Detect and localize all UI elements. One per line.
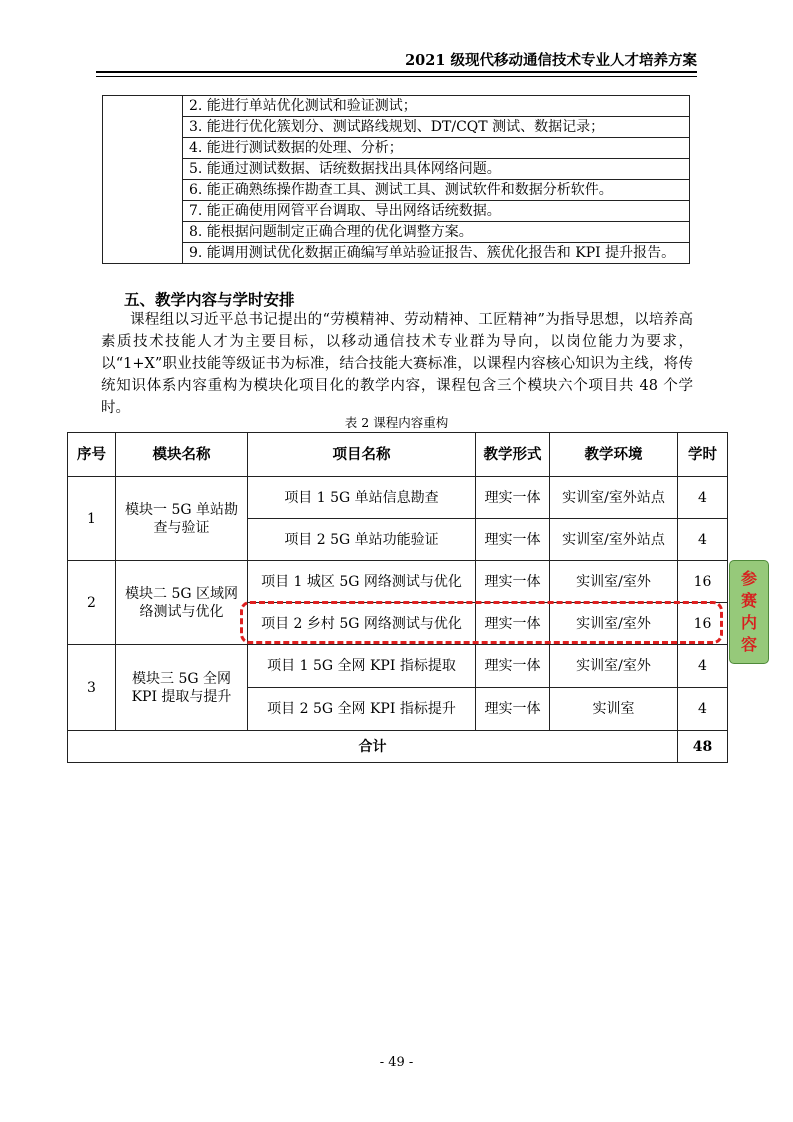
project-name: 项目 2 5G 全网 KPI 指标提升	[248, 688, 476, 731]
teaching-form: 理实一体	[476, 645, 550, 688]
table-row	[103, 159, 690, 180]
competition-highlight-box	[240, 601, 723, 644]
teaching-form: 理实一体	[476, 519, 550, 561]
table-caption: 表 2 课程内容重构	[344, 415, 449, 430]
hours: 16	[678, 603, 728, 645]
module-no: 1	[68, 477, 116, 561]
hours: 4	[678, 688, 728, 731]
project-name: 项目 1 城区 5G 网络测试与优化	[248, 561, 476, 603]
competition-badge	[729, 560, 769, 664]
table-row	[68, 645, 728, 688]
total-hours: 48	[678, 731, 728, 763]
teaching-form: 理实一体	[476, 603, 550, 645]
document-header-title: 2021 级现代移动通信技术专业人才培养方案	[405, 52, 697, 69]
table-header-row	[68, 433, 728, 477]
header-form: 教学形式	[476, 433, 550, 477]
skill-item: 8. 能根据问题制定正确合理的优化调整方案。	[183, 222, 690, 243]
teaching-env: 实训室/室外	[550, 603, 678, 645]
hours: 4	[678, 645, 728, 688]
competition-badge-text: 参赛内容	[740, 569, 757, 654]
table-row	[103, 222, 690, 243]
table-row	[103, 96, 690, 117]
project-name: 项目 1 5G 全网 KPI 指标提取	[248, 645, 476, 688]
skill-item: 9. 能调用测试优化数据正确编写单站验证报告、簇优化报告和 KPI 提升报告。	[183, 243, 690, 264]
teaching-env: 实训室/室外站点	[550, 519, 678, 561]
skill-item: 7. 能正确使用网管平台调取、导出网络话统数据。	[183, 201, 690, 222]
skill-item: 4. 能进行测试数据的处理、分析；	[183, 138, 690, 159]
table-row	[103, 180, 690, 201]
project-name: 项目 1 5G 单站信息勘查	[248, 477, 476, 519]
teaching-env: 实训室/室外	[550, 645, 678, 688]
table-row	[68, 561, 728, 603]
header-module: 模块名称	[116, 433, 248, 477]
teaching-form: 理实一体	[476, 561, 550, 603]
table-row	[68, 477, 728, 519]
skill-item: 6. 能正确熟练操作勘查工具、测试工具、测试软件和数据分析软件。	[183, 180, 690, 201]
section-paragraph: 课程组以习近平总书记提出的“劳模精神、劳动精神、工匠精神”为指导思想，以培养高素质技术技能人才为主要目标，以移动通信技术专业群为导向，以岗位能力为要求，以“1+X”职业技能等级证书为标准，结合技能大赛标准，以课程内容核心知识为主线，将传统知识体系内容重构为模块化项目化的教学内容，课程包含三个模块六个项目共 48 个学时。	[101, 312, 693, 416]
skills-category-cell	[103, 96, 183, 264]
header-rule	[96, 71, 697, 77]
skills-table	[102, 95, 690, 264]
course-table	[67, 432, 728, 763]
teaching-env: 实训室/室外站点	[550, 477, 678, 519]
header-project: 项目名称	[248, 433, 476, 477]
teaching-env: 实训室/室外	[550, 561, 678, 603]
section-heading: 五、教学内容与学时安排	[124, 290, 295, 309]
skill-item: 3. 能进行优化簇划分、测试路线规划、DT/CQT 测试、数据记录；	[183, 117, 690, 138]
module-name: 模块二 5G 区域网络测试与优化	[116, 561, 248, 645]
table-row	[103, 138, 690, 159]
total-label: 合计	[68, 731, 678, 763]
module-name: 模块一 5G 单站勘查与验证	[116, 477, 248, 561]
header-no: 序号	[68, 433, 116, 477]
table-row	[103, 201, 690, 222]
table-total-row	[68, 731, 728, 763]
teaching-form: 理实一体	[476, 477, 550, 519]
hours: 4	[678, 519, 728, 561]
teaching-form: 理实一体	[476, 688, 550, 731]
skill-item: 5. 能通过测试数据、话统数据找出具体网络问题。	[183, 159, 690, 180]
table-row	[103, 117, 690, 138]
hours: 4	[678, 477, 728, 519]
teaching-env: 实训室	[550, 688, 678, 731]
project-name: 项目 2 5G 单站功能验证	[248, 519, 476, 561]
module-no: 3	[68, 645, 116, 731]
skill-item: 2. 能进行单站优化测试和验证测试；	[183, 96, 690, 117]
project-name: 项目 2 乡村 5G 网络测试与优化	[248, 603, 476, 645]
header-hours: 学时	[678, 433, 728, 477]
module-no: 2	[68, 561, 116, 645]
page-number: - 49 -	[379, 1055, 414, 1070]
header-env: 教学环境	[550, 433, 678, 477]
hours: 16	[678, 561, 728, 603]
module-name: 模块三 5G 全网 KPI 提取与提升	[116, 645, 248, 731]
table-row	[103, 243, 690, 264]
